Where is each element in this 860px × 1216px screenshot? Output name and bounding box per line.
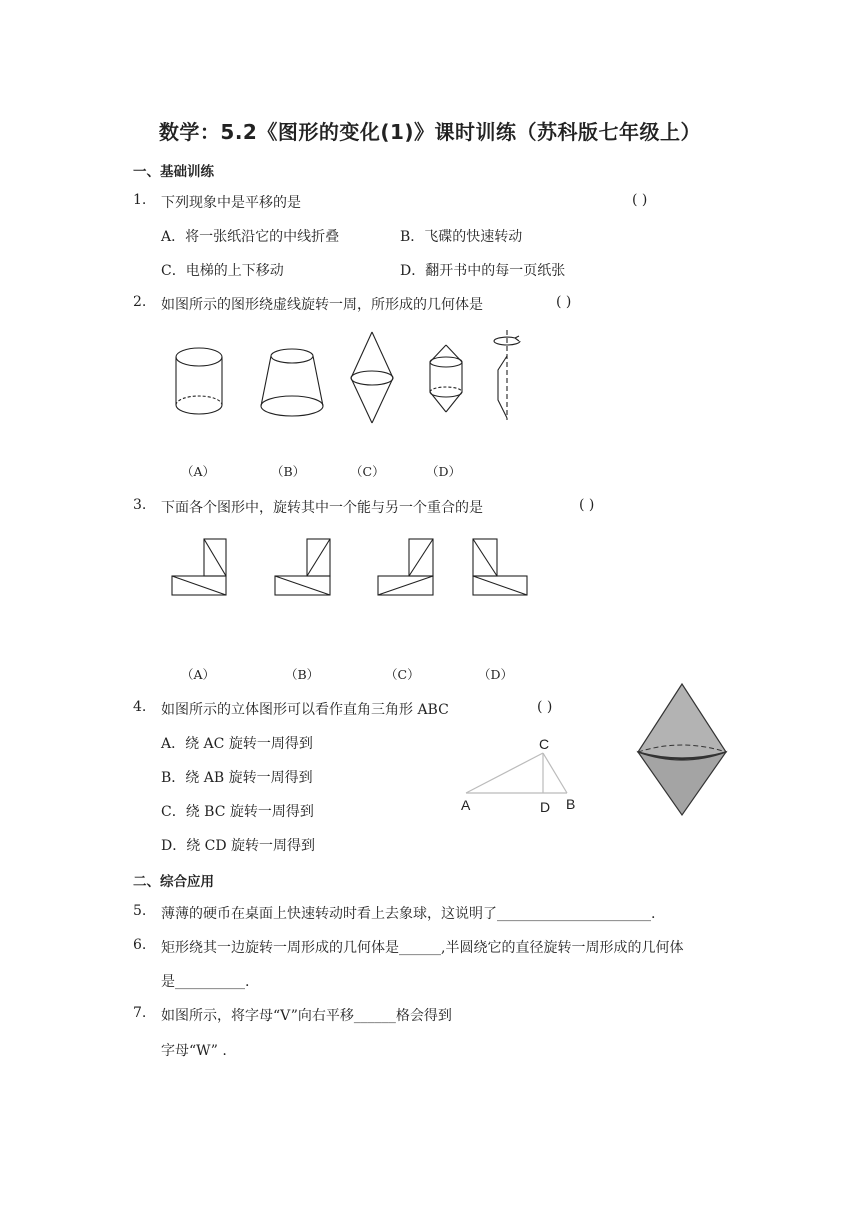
- q1-option-a: A．将一张纸沿它的中线折叠: [161, 229, 340, 245]
- q1-option-c: C．电梯的上下移动: [161, 263, 284, 279]
- q4-option-a: A．绕 AC 旋转一周得到: [161, 736, 313, 752]
- q3-number: 3.: [133, 497, 147, 513]
- q2-label-b: （B）: [271, 464, 306, 479]
- q3-label-a: （A）: [181, 667, 216, 682]
- q4-text: 如图所示的立体图形可以看作直角三角形 ABC: [161, 702, 449, 718]
- q5-number: 5.: [133, 903, 147, 919]
- section-heading-basic: 一、基础训练: [133, 164, 214, 180]
- q2-answer-paren: ( ): [556, 294, 572, 310]
- q5-text: 薄薄的硬币在桌面上快速转动时看上去象球，这说明了______________________.: [161, 906, 656, 922]
- q4-option-b: B．绕 AB 旋转一周得到: [161, 770, 313, 786]
- page-title: 数学：5.2《图形的变化(1)》课时训练（苏科版七年级上）: [158, 120, 702, 144]
- q6-number: 6.: [133, 937, 147, 953]
- q7-text-line2: 字母“W” .: [161, 1043, 227, 1059]
- point-b-label: B: [566, 796, 576, 812]
- q1-text: 下列现象中是平移的是: [161, 195, 301, 211]
- q7-number: 7.: [133, 1005, 147, 1021]
- q2-label-c: （C）: [350, 464, 385, 479]
- q4-option-d: D．绕 CD 旋转一周得到: [161, 838, 316, 854]
- q1-answer-paren: ( ): [632, 192, 648, 208]
- q4-option-c: C．绕 BC 旋转一周得到: [161, 804, 314, 820]
- q2-text: 如图所示的图形绕虚线旋转一周，所形成的几何体是: [161, 297, 483, 313]
- q1-number: 1.: [133, 192, 147, 208]
- q4-number: 4.: [133, 699, 147, 715]
- q3-label-b: （B）: [285, 667, 320, 682]
- q3-answer-paren: ( ): [579, 497, 595, 513]
- q3-label-c: （C）: [385, 667, 420, 682]
- q1-option-d: D．翻开书中的每一页纸张: [400, 263, 566, 279]
- q2-label-a: （A）: [181, 464, 216, 479]
- q3-label-d: （D）: [478, 667, 514, 682]
- q2-number: 2.: [133, 294, 147, 310]
- point-d-label: D: [540, 799, 551, 815]
- q7-text-line1: 如图所示，将字母“V”向右平移______格会得到: [161, 1008, 452, 1024]
- q2-label-d: （D）: [426, 464, 462, 479]
- q3-text: 下面各个图形中，旋转其中一个能与另一个重合的是: [161, 500, 483, 516]
- point-c-label: C: [539, 736, 550, 752]
- q6-text-line2: 是__________.: [161, 974, 250, 990]
- section-heading-application: 二、综合应用: [133, 874, 214, 890]
- q6-text-line1: 矩形绕其一边旋转一周形成的几何体是______,半圆绕它的直径旋转一周形成的几何体: [161, 940, 684, 956]
- q1-option-b: B．飞碟的快速转动: [400, 229, 523, 245]
- q4-answer-paren: ( ): [537, 699, 553, 715]
- point-a-label: A: [461, 797, 471, 813]
